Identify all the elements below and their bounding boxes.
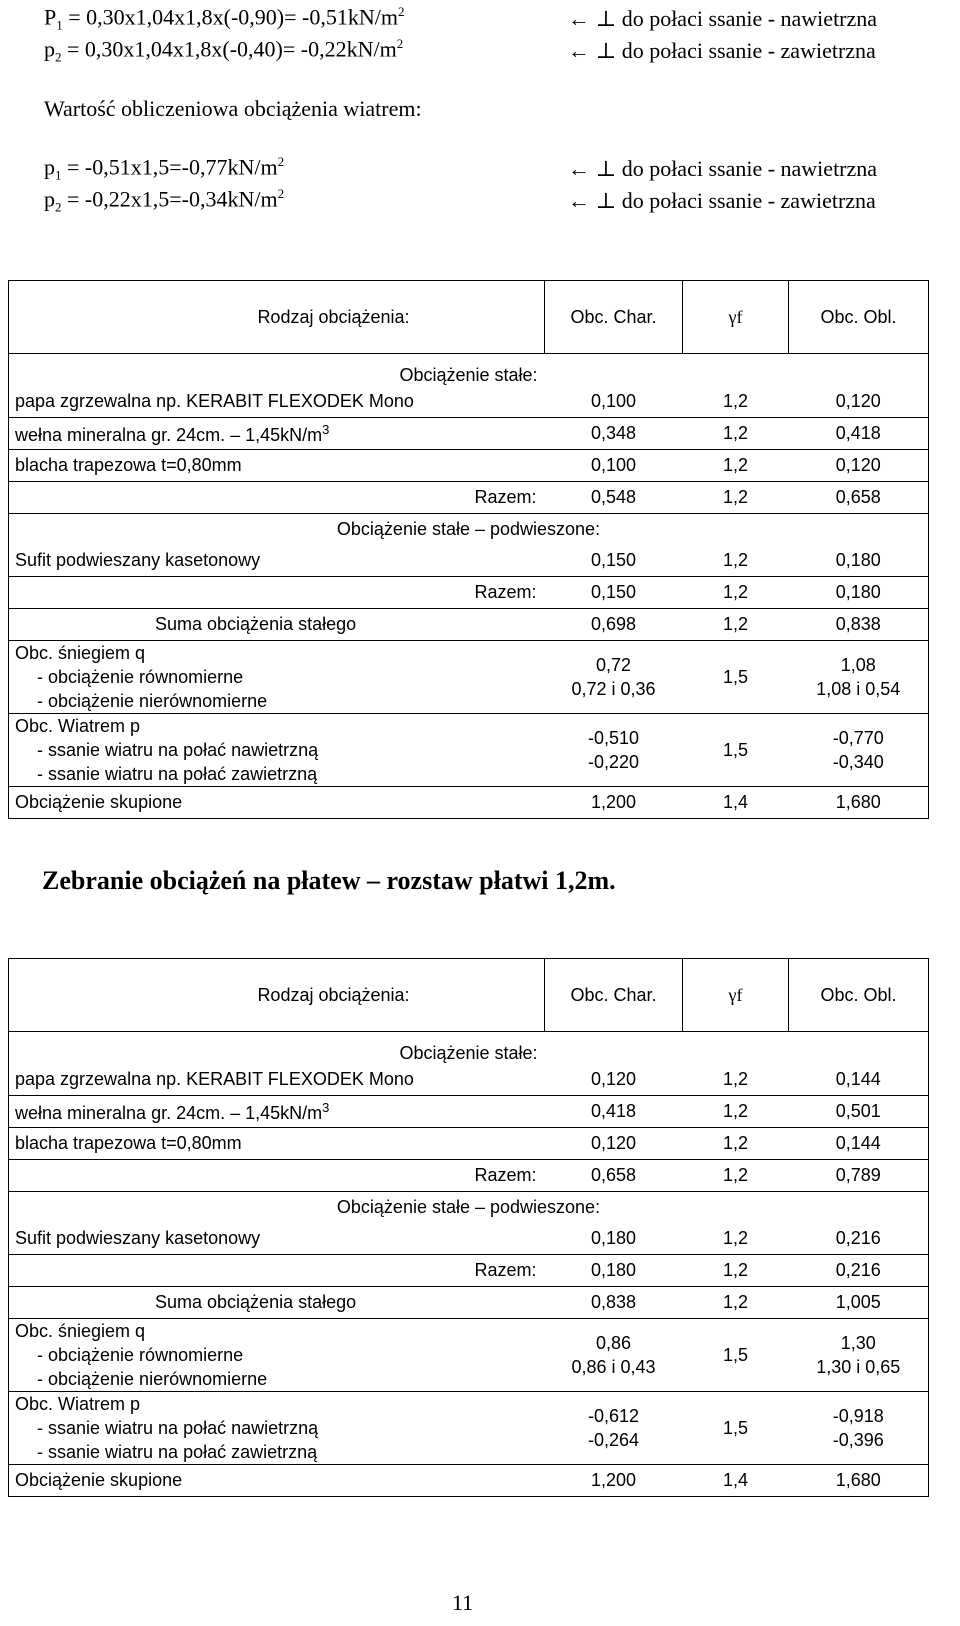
- subtotal-label: Razem:: [9, 482, 545, 514]
- table-row: [9, 1096, 929, 1128]
- row-name: wełna mineralna gr. 24cm. – $1,45kN/m^3$: [9, 418, 545, 450]
- formula-design-p1-note: ← ⊥ do połaci ssanie - nawietrzna: [568, 156, 878, 181]
- point-label: Obciążenie skupione: [9, 1465, 545, 1497]
- snow-design: 1,30 1,30 i 0,65: [789, 1319, 929, 1392]
- snow-row: [9, 1319, 929, 1392]
- section-title: Zebranie obciążeń na płatew – rozstaw płatwi 1,2m.: [42, 866, 616, 895]
- row-design: 0,501: [789, 1096, 929, 1128]
- subtotal-char: 0,180: [545, 1255, 683, 1287]
- subtotal-label: Razem:: [9, 1160, 545, 1192]
- row-name: Sufit podwieszany kasetonowy: [9, 1223, 545, 1255]
- point-gamma: 1,4: [683, 1465, 789, 1497]
- subtotal-char: 0,150: [545, 577, 683, 609]
- point-load-row: [9, 1465, 929, 1497]
- sum-char: 0,838: [545, 1287, 683, 1319]
- row-gamma: 1,2: [683, 1223, 789, 1255]
- row-gamma: 1,2: [683, 545, 789, 577]
- point-gamma: 1,4: [683, 787, 789, 819]
- snow-label: Obc. śniegiem q - obciążenie równomierne - obciążenie nierównomierne: [9, 1319, 545, 1392]
- row-name: blacha trapezowa t=0,80mm: [9, 450, 545, 482]
- row-char: 0,100: [545, 386, 683, 418]
- row-design: 0,120: [789, 450, 929, 482]
- suspended-heading: Obciążenie stałe – podwieszone:: [9, 514, 929, 546]
- subtotal-label: Razem:: [9, 577, 545, 609]
- row-design: 0,144: [789, 1064, 929, 1096]
- load-table-roof: [8, 280, 929, 819]
- load-table-purlin: [8, 958, 929, 1497]
- point-load-row: [9, 787, 929, 819]
- row-char: 0,100: [545, 450, 683, 482]
- design-wind-heading: Wartość obliczeniowa obciążenia wiatrem:: [44, 96, 422, 121]
- subtotal-row: [9, 482, 929, 514]
- sum-label: Suma obciążenia stałego: [9, 609, 545, 641]
- sum-label: Suma obciążenia stałego: [9, 1287, 545, 1319]
- subtotal-gamma: 1,2: [683, 1160, 789, 1192]
- row-gamma: 1,2: [683, 450, 789, 482]
- row-gamma: 1,2: [683, 1128, 789, 1160]
- header-gamma: γf: [683, 959, 789, 1032]
- snow-char: 0,86 0,86 i 0,43: [545, 1319, 683, 1392]
- header-type: Rodzaj obciążenia:: [9, 959, 545, 1032]
- subtotal-gamma: 1,2: [683, 482, 789, 514]
- wind-design: -0,770 -0,340: [789, 714, 929, 787]
- wind-design: -0,918 -0,396: [789, 1392, 929, 1465]
- table-row: [9, 386, 929, 418]
- subtotal-gamma: 1,2: [683, 577, 789, 609]
- point-char: 1,200: [545, 787, 683, 819]
- snow-design: 1,08 1,08 i 0,54: [789, 641, 929, 714]
- subtotal-design: 0,180: [789, 577, 929, 609]
- table-row: [9, 1064, 929, 1096]
- row-design: 0,418: [789, 418, 929, 450]
- subtotal-char: 0,548: [545, 482, 683, 514]
- row-gamma: 1,2: [683, 1096, 789, 1128]
- table-row: [9, 450, 929, 482]
- row-char: 0,418: [545, 1096, 683, 1128]
- sum-design: 1,005: [789, 1287, 929, 1319]
- row-name: Sufit podwieszany kasetonowy: [9, 545, 545, 577]
- sum-row: [9, 1287, 929, 1319]
- formula-design-p1: $p_1 = -0,51x1,5=-0,77kN/m^2$: [44, 154, 285, 183]
- table-header: [9, 959, 929, 1032]
- sum-char: 0,698: [545, 609, 683, 641]
- header-design: Obc. Obl.: [789, 281, 929, 354]
- subtotal-char: 0,658: [545, 1160, 683, 1192]
- snow-gamma: 1,5: [683, 1319, 789, 1392]
- row-design: 0,120: [789, 386, 929, 418]
- page-number: 11: [452, 1590, 474, 1615]
- formula-design-p2-note: ← ⊥ do połaci ssanie - zawietrzna: [568, 188, 876, 213]
- table-row: [9, 545, 929, 577]
- wind-row: [9, 714, 929, 787]
- formula-design-p2: $p_2 = -0,22x1,5=-0,34kN/m^2$: [44, 186, 285, 215]
- snow-row: [9, 641, 929, 714]
- formula-char-p2-note: ← ⊥ do połaci ssanie - zawietrzna: [568, 38, 876, 63]
- subtotal-design: 0,789: [789, 1160, 929, 1192]
- sum-gamma: 1,2: [683, 609, 789, 641]
- row-char: 0,120: [545, 1064, 683, 1096]
- subtotal-row: [9, 1160, 929, 1192]
- row-design: 0,216: [789, 1223, 929, 1255]
- row-design: 0,144: [789, 1128, 929, 1160]
- wind-row: [9, 1392, 929, 1465]
- formula-char-p2: $p_2 = 0,30x1,04x1,8x(-0,40)= -0,22kN/m^2$: [44, 36, 404, 65]
- row-name: blacha trapezowa t=0,80mm: [9, 1128, 545, 1160]
- formula-char-p1: $P_1 = 0,30x1,04x1,8x(-0,90)= -0,51kN/m^2$: [44, 4, 405, 33]
- header-design: Obc. Obl.: [789, 959, 929, 1032]
- sum-design: 0,838: [789, 609, 929, 641]
- subtotal-row: [9, 577, 929, 609]
- point-label: Obciążenie skupione: [9, 787, 545, 819]
- row-gamma: 1,2: [683, 418, 789, 450]
- row-char: 0,120: [545, 1128, 683, 1160]
- permanent-heading: Obciążenie stałe:: [9, 354, 929, 387]
- row-char: 0,348: [545, 418, 683, 450]
- row-gamma: 1,2: [683, 1064, 789, 1096]
- snow-char: 0,72 0,72 i 0,36: [545, 641, 683, 714]
- point-design: 1,680: [789, 787, 929, 819]
- row-name: papa zgrzewalna np. KERABIT FLEXODEK Mono: [9, 1064, 545, 1096]
- table-row: [9, 418, 929, 450]
- subtotal-design: 0,658: [789, 482, 929, 514]
- permanent-heading: Obciążenie stałe:: [9, 1032, 929, 1065]
- sum-gamma: 1,2: [683, 1287, 789, 1319]
- table-row: [9, 1128, 929, 1160]
- header-gamma: γf: [683, 281, 789, 354]
- row-name: wełna mineralna gr. 24cm. – $1,45kN/m^3$: [9, 1096, 545, 1128]
- snow-gamma: 1,5: [683, 641, 789, 714]
- point-char: 1,200: [545, 1465, 683, 1497]
- wind-char: -0,510 -0,220: [545, 714, 683, 787]
- wind-gamma: 1,5: [683, 714, 789, 787]
- snow-label: Obc. śniegiem q - obciążenie równomierne - obciążenie nierównomierne: [9, 641, 545, 714]
- subtotal-label: Razem:: [9, 1255, 545, 1287]
- header-type: Rodzaj obciążenia:: [9, 281, 545, 354]
- row-char: 0,180: [545, 1223, 683, 1255]
- wind-gamma: 1,5: [683, 1392, 789, 1465]
- wind-char: -0,612 -0,264: [545, 1392, 683, 1465]
- sum-row: [9, 609, 929, 641]
- row-gamma: 1,2: [683, 386, 789, 418]
- row-char: 0,150: [545, 545, 683, 577]
- wind-label: Obc. Wiatrem p - ssanie wiatru na połać nawietrzną - ssanie wiatru na połać zawietrzną: [9, 714, 545, 787]
- point-design: 1,680: [789, 1465, 929, 1497]
- subtotal-row: [9, 1255, 929, 1287]
- formula-char-p1-note: ← ⊥ do połaci ssanie - nawietrzna: [568, 6, 878, 31]
- row-name: papa zgrzewalna np. KERABIT FLEXODEK Mono: [9, 386, 545, 418]
- subtotal-gamma: 1,2: [683, 1255, 789, 1287]
- table-row: [9, 1223, 929, 1255]
- row-design: 0,180: [789, 545, 929, 577]
- table-header: [9, 281, 929, 354]
- wind-label: Obc. Wiatrem p - ssanie wiatru na połać nawietrzną - ssanie wiatru na połać zawietrzną: [9, 1392, 545, 1465]
- header-char: Obc. Char.: [545, 281, 683, 354]
- header-char: Obc. Char.: [545, 959, 683, 1032]
- suspended-heading: Obciążenie stałe – podwieszone:: [9, 1192, 929, 1224]
- subtotal-design: 0,216: [789, 1255, 929, 1287]
